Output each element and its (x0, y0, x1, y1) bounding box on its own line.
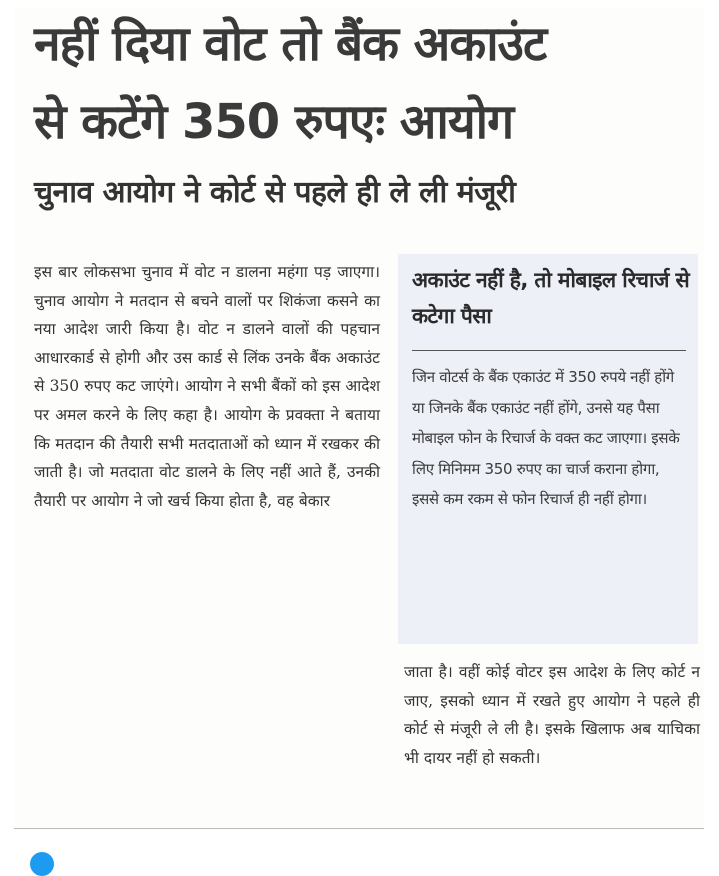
blue-circle-icon (30, 852, 54, 876)
clipping-bottom-border (14, 828, 704, 829)
sidebar-box-title: अकाउंट नहीं है, तो मोबाइल रिचार्ज से कटेगा पैसा (412, 268, 690, 328)
right-column-text: जाता है। वहीं कोई वोटर इस आदेश के लिए कोर्ट न जाए, इसको ध्यान में रखते हुए आयोग ने पहले ही कोर्ट से मंजूरी ले ली है। इसके खिलाफ अब याचिका भी दायर नहीं हो सकती। (404, 663, 700, 767)
newspaper-clipping (14, 8, 704, 830)
sidebar-box-body: जिन वोटर्स के बैंक एकाउंट में 350 रुपये नहीं होंगे या जिनके बैंक एकाउंट नहीं होंगे, उनसे यह पैसा मोबाइल फोन के रिचार्ज के वक्त कट जाएगा। इसके लिए मिनिमम 350 रुपए का चार्ज कराना होगा, इससे कम रकम से फोन रिचार्ज ही नहीं होगा। (412, 368, 680, 508)
sidebar-box-divider (412, 350, 686, 351)
left-column-text: इस बार लोकसभा चुनाव में वोट न डालना महंगा पड़ जाएगा। चुनाव आयोग ने मतदान से बचने वालों पर शिकंजा कसने का नया आदेश जारी किया है। वोट न डालने वालों की पहचान आधारकार्ड से होगी और उस कार्ड से लिंक उनके बैंक अकाउंट से 350 रुपए कट जाएंगे। आयोग ने सभी बैंकों को इस आदेश पर अमल करने के लिए कहा है। आयोग के प्रवक्ता ने बताया कि मतदान की तैयारी सभी मतदाताओं को ध्यान में रखकर की जाती है। जो मतदाता वोट डालने के लिए नहीं आते हैं, उनकी तैयारी पर आयोग ने जो खर्च किया होता है, वह बेकार (34, 263, 380, 510)
headline-line-1: नहीं दिया वोट तो बैंक अकाउंट (34, 16, 547, 72)
sidebar-box (398, 254, 698, 644)
left-column (34, 258, 380, 515)
subheadline: चुनाव आयोग ने कोर्ट से पहले ही ले ली मंजूरी (34, 175, 516, 210)
headline-line-2: से कटेंगे 350 रुपएः आयोग (34, 94, 514, 150)
